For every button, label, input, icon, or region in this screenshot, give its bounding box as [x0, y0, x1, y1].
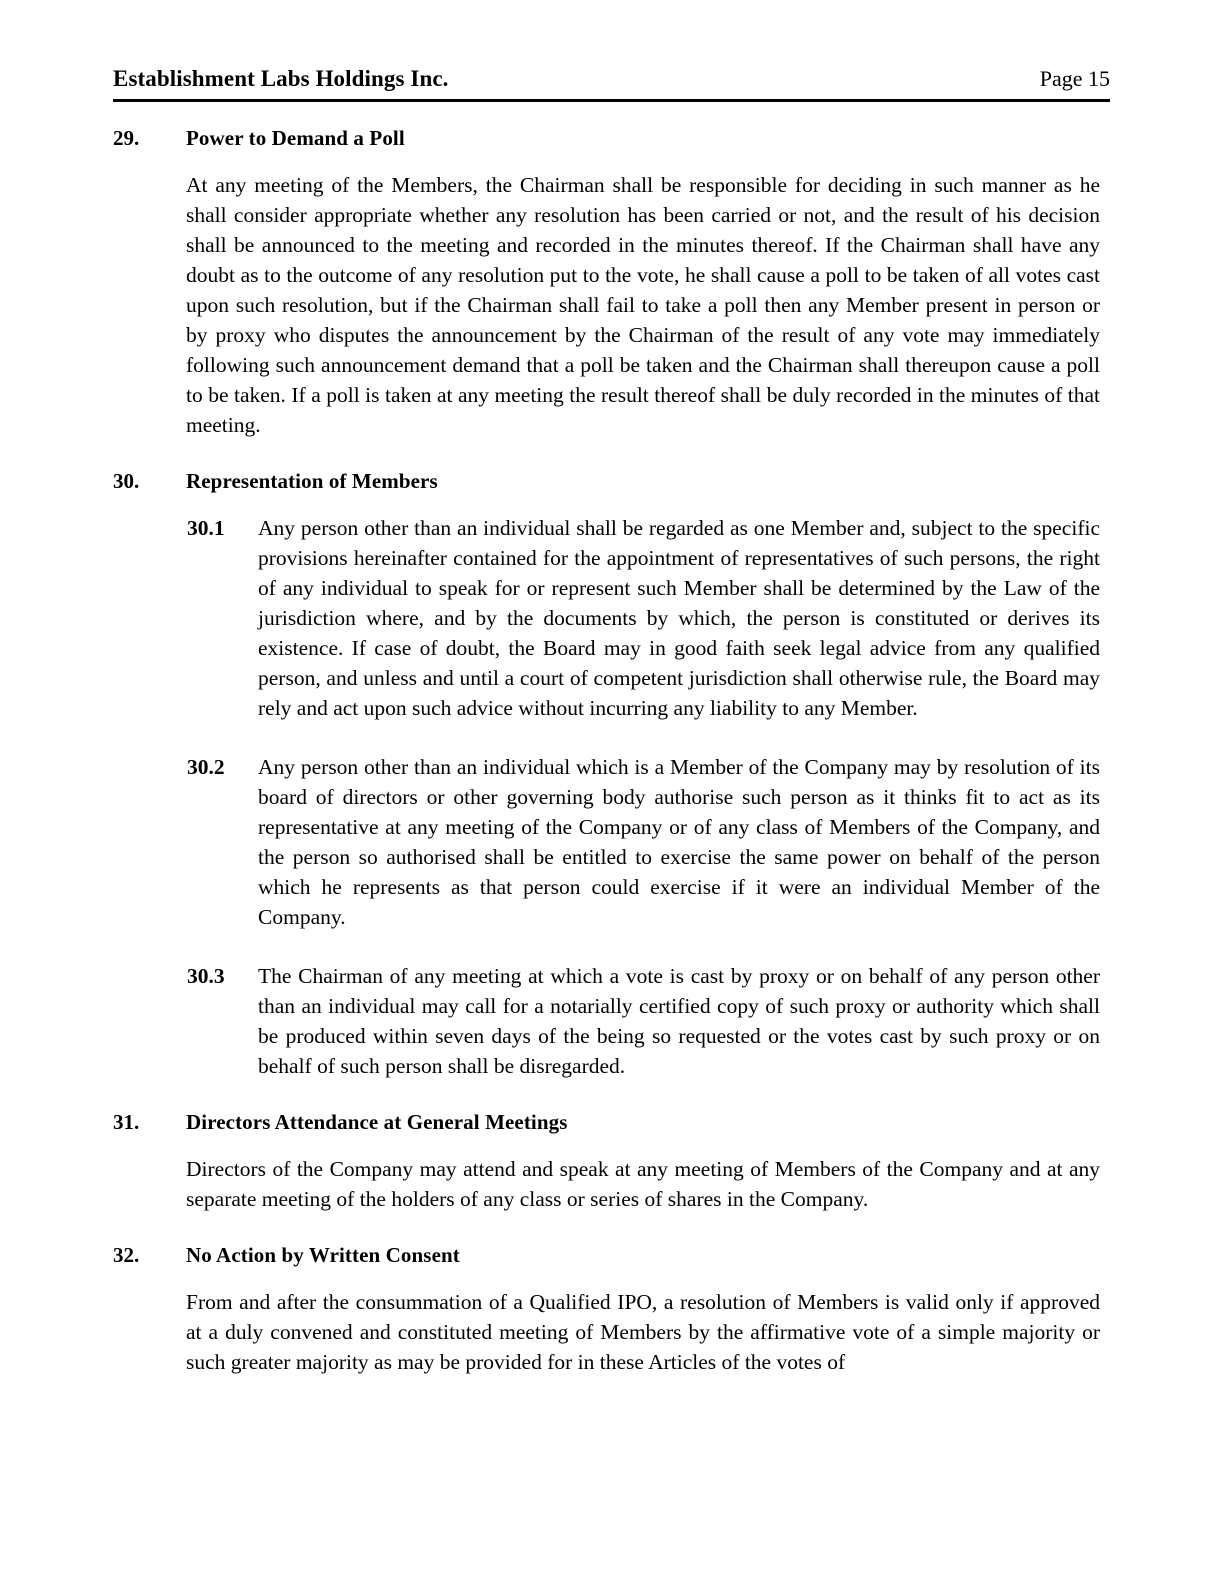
clause-31-body: Directors of the Company may attend and speak at any meeting of Members of the Company and at any separate meeting of the holders of any class or series of shares in the Company.: [186, 1157, 1100, 1211]
clause-31-heading: [0, 1110, 1224, 1135]
clause-30: [0, 469, 1224, 1081]
subclause-30-2: [187, 752, 1100, 932]
header-company-name: Establishment Labs Holdings Inc.: [113, 66, 449, 91]
page-number: Page 15: [1039, 66, 1110, 91]
subclause-30-2-text: Any person other than an individual which is a Member of the Company may by resolution of its board of directors or other governing body authorise such person as it thinks fit to act as its representative at any meeting of the Company or of any class of Members of the Company, and the person so authorised shall be entitled to exercise the same power on behalf of the person which he represents as that person could exercise if it were an individual Member of the Company.: [258, 755, 1100, 929]
spacer: [0, 440, 1224, 469]
clause-30-title: Representation of Members: [186, 469, 438, 493]
clause-29: [0, 126, 1224, 440]
clause-29-heading: [0, 126, 1224, 151]
spacer: [0, 723, 1224, 752]
document-body: [0, 126, 1224, 1377]
subclause-30-2-number: 30.2: [187, 755, 225, 779]
clause-29-number: 29.: [113, 126, 140, 150]
subclause-30-1: [187, 513, 1100, 723]
page-header: [113, 66, 1110, 92]
clause-31-number: 31.: [113, 1110, 140, 1134]
clause-32-body: From and after the consummation of a Qualified IPO, a resolution of Members is valid only if approved at a duly convened and constituted meeting of Members by the affirmative vote of a simple majority or such greater majority as may be provided for in these Articles of the votes of: [186, 1290, 1100, 1374]
subclause-30-3-text: The Chairman of any meeting at which a vote is cast by proxy or on behalf of any person other than an individual may call for a notarially certified copy of such proxy or authority which shall be produced within seven days of the being so requested or the votes cast by such proxy or on behalf of such person shall be disregarded.: [258, 964, 1100, 1078]
header-divider: [113, 99, 1110, 102]
clause-29-title: Power to Demand a Poll: [186, 126, 405, 150]
clause-30-heading: [0, 469, 1224, 494]
subclause-30-1-text: Any person other than an individual shall be regarded as one Member and, subject to the specific provisions hereinafter contained for the appointment of representatives of such persons, the right of any individual to speak for or represent such Member shall be determined by the Law of the jurisdiction where, and by the documents by which, the person is constituted or derives its existence. If case of doubt, the Board may in good faith seek legal advice from any qualified person, and unless and until a court of competent jurisdiction shall otherwise rule, the Board may rely and act upon such advice without incurring any liability to any Member.: [258, 516, 1100, 720]
clause-32: [0, 1243, 1224, 1377]
spacer: [0, 1081, 1224, 1110]
clause-29-body: At any meeting of the Members, the Chairman shall be responsible for deciding in such manner as he shall consider appropriate whether any resolution has been carried or not, and the result of his decision shall be announced to the meeting and recorded in the minutes thereof. If the Chairman shall have any doubt as to the outcome of any resolution put to the vote, he shall cause a poll to be taken of all votes cast upon such resolution, but if the Chairman shall fail to take a poll then any Member present in person or by proxy who disputes the announcement by the Chairman of the result of any vote may immediately following such announcement demand that a poll be taken and the Chairman shall thereupon cause a poll to be taken. If a poll is taken at any meeting the result thereof shall be duly recorded in the minutes of that meeting.: [186, 173, 1100, 437]
clause-32-title: No Action by Written Consent: [186, 1243, 460, 1267]
clause-30-number: 30.: [113, 469, 140, 493]
clause-32-number: 32.: [113, 1243, 140, 1267]
clause-31-title: Directors Attendance at General Meetings: [186, 1110, 568, 1134]
subclause-30-3: [187, 961, 1100, 1081]
spacer: [0, 932, 1224, 961]
spacer: [0, 1214, 1224, 1243]
subclause-30-1-number: 30.1: [187, 516, 225, 540]
subclause-30-3-number: 30.3: [187, 964, 225, 988]
clause-31: [0, 1110, 1224, 1214]
clause-32-heading: [0, 1243, 1224, 1268]
